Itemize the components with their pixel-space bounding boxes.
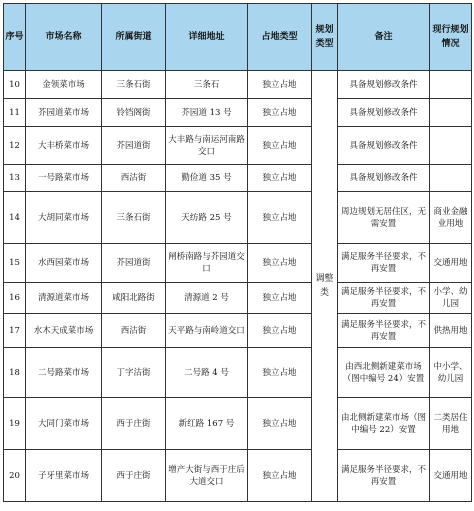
cell-land-type: 独立占地 (248, 398, 312, 450)
cell-name: 一号路菜市场 (26, 165, 102, 192)
cell-name: 芥园道菜市场 (26, 99, 102, 127)
cell-street: 铃铛阁街 (102, 99, 166, 127)
cell-address: 增产大街与西于庄后大道交口 (166, 450, 248, 502)
cell-address: 三条石 (166, 71, 248, 99)
cell-status: 商业金融业用地 (430, 192, 472, 244)
cell-street: 丁字沽街 (102, 348, 166, 398)
cell-name: 大胡同菜市场 (26, 192, 102, 244)
table-row (4, 192, 472, 244)
cell-street: 芥园道街 (102, 127, 166, 165)
cell-status: 中小学、幼儿园 (430, 348, 472, 398)
cell-address: 闸桥南路与芥园道交口 (166, 244, 248, 283)
cell-remark: 具备规划修改条件 (338, 99, 430, 127)
cell-address: 天纺路 25 号 (166, 192, 248, 244)
cell-address: 天平路与南岭道交口 (166, 314, 248, 348)
cell-remark: 周边规划无居住区，无需安置 (338, 192, 430, 244)
table-row (4, 127, 472, 165)
cell-no: 16 (4, 283, 26, 314)
cell-land-type: 独立占地 (248, 127, 312, 165)
header-row (4, 4, 472, 71)
table-row (4, 165, 472, 192)
table-row (4, 348, 472, 398)
cell-status: 供热用地 (430, 314, 472, 348)
cell-no: 10 (4, 71, 26, 99)
cell-address: 大丰路与南运河南路交口 (166, 127, 248, 165)
cell-address: 新红路 167 号 (166, 398, 248, 450)
table-row (4, 398, 472, 450)
cell-no: 17 (4, 314, 26, 348)
cell-status: 交通用地 (430, 244, 472, 283)
cell-no: 15 (4, 244, 26, 283)
cell-name: 金领菜市场 (26, 71, 102, 99)
cell-no: 13 (4, 165, 26, 192)
cell-land-type: 独立占地 (248, 450, 312, 502)
cell-status: 二类居住用地 (430, 398, 472, 450)
cell-remark: 由北侧新建菜市场（图中编号 22）安置 (338, 398, 430, 450)
header-street: 所属街道 (102, 4, 166, 71)
table-row (4, 244, 472, 283)
cell-street: 西沽街 (102, 165, 166, 192)
cell-name: 水西园菜市场 (26, 244, 102, 283)
cell-address: 芥园道 13 号 (166, 99, 248, 127)
cell-no: 18 (4, 348, 26, 398)
cell-remark: 满足服务半径要求，不再安置 (338, 314, 430, 348)
header-land-type: 占地类型 (248, 4, 312, 71)
cell-plan-type: 调整类 (312, 71, 338, 502)
cell-land-type: 独立占地 (248, 99, 312, 127)
cell-remark: 具备规划修改条件 (338, 71, 430, 99)
cell-remark: 由西北侧新建菜市场（图中编号 24）安置 (338, 348, 430, 398)
header-remark: 备注 (338, 4, 430, 71)
cell-no: 19 (4, 398, 26, 450)
cell-street: 咸阳北路街 (102, 283, 166, 314)
cell-no: 20 (4, 450, 26, 502)
table-row (4, 71, 472, 99)
cell-status: 交通用地 (430, 450, 472, 502)
cell-no: 12 (4, 127, 26, 165)
table-row (4, 99, 472, 127)
table-row (4, 283, 472, 314)
cell-street: 三条石街 (102, 71, 166, 99)
cell-remark: 具备规划修改条件 (338, 165, 430, 192)
cell-name: 清源道菜市场 (26, 283, 102, 314)
cell-remark: 满足服务半径要求，不再安置 (338, 450, 430, 502)
cell-remark: 满足服务半径要求，不再安置 (338, 283, 430, 314)
table-row (4, 314, 472, 348)
cell-name: 水木天成菜市场 (26, 314, 102, 348)
cell-address: 二号路 4 号 (166, 348, 248, 398)
cell-street: 芥园道街 (102, 244, 166, 283)
cell-land-type: 独立占地 (248, 283, 312, 314)
table-row (4, 450, 472, 502)
cell-status (430, 165, 472, 192)
cell-street: 三条石街 (102, 192, 166, 244)
header-name: 市场名称 (26, 4, 102, 71)
cell-street: 西沽街 (102, 314, 166, 348)
cell-remark: 具备规划修改条件 (338, 127, 430, 165)
cell-land-type: 独立占地 (248, 244, 312, 283)
cell-remark: 满足服务半径要求，不再安置 (338, 244, 430, 283)
market-table (3, 3, 472, 502)
cell-address: 勤俭道 35 号 (166, 165, 248, 192)
header-no: 序号 (4, 4, 26, 71)
cell-land-type: 独立占地 (248, 165, 312, 192)
header-plan-type: 规划类型 (312, 4, 338, 71)
header-status: 现行规划情况 (430, 4, 472, 71)
cell-name: 二号路菜市场 (26, 348, 102, 398)
cell-status (430, 127, 472, 165)
cell-status (430, 71, 472, 99)
cell-status (430, 99, 472, 127)
cell-name: 大同门菜市场 (26, 398, 102, 450)
cell-no: 11 (4, 99, 26, 127)
cell-status: 小学、幼儿园 (430, 283, 472, 314)
cell-land-type: 独立占地 (248, 71, 312, 99)
cell-name: 大丰桥菜市场 (26, 127, 102, 165)
cell-land-type: 独立占地 (248, 314, 312, 348)
cell-no: 14 (4, 192, 26, 244)
cell-land-type: 独立占地 (248, 348, 312, 398)
cell-address: 清源道 2 号 (166, 283, 248, 314)
cell-street: 西于庄街 (102, 398, 166, 450)
cell-street: 西于庄街 (102, 450, 166, 502)
cell-land-type: 独立占地 (248, 192, 312, 244)
cell-name: 子牙里菜市场 (26, 450, 102, 502)
header-address: 详细地址 (166, 4, 248, 71)
